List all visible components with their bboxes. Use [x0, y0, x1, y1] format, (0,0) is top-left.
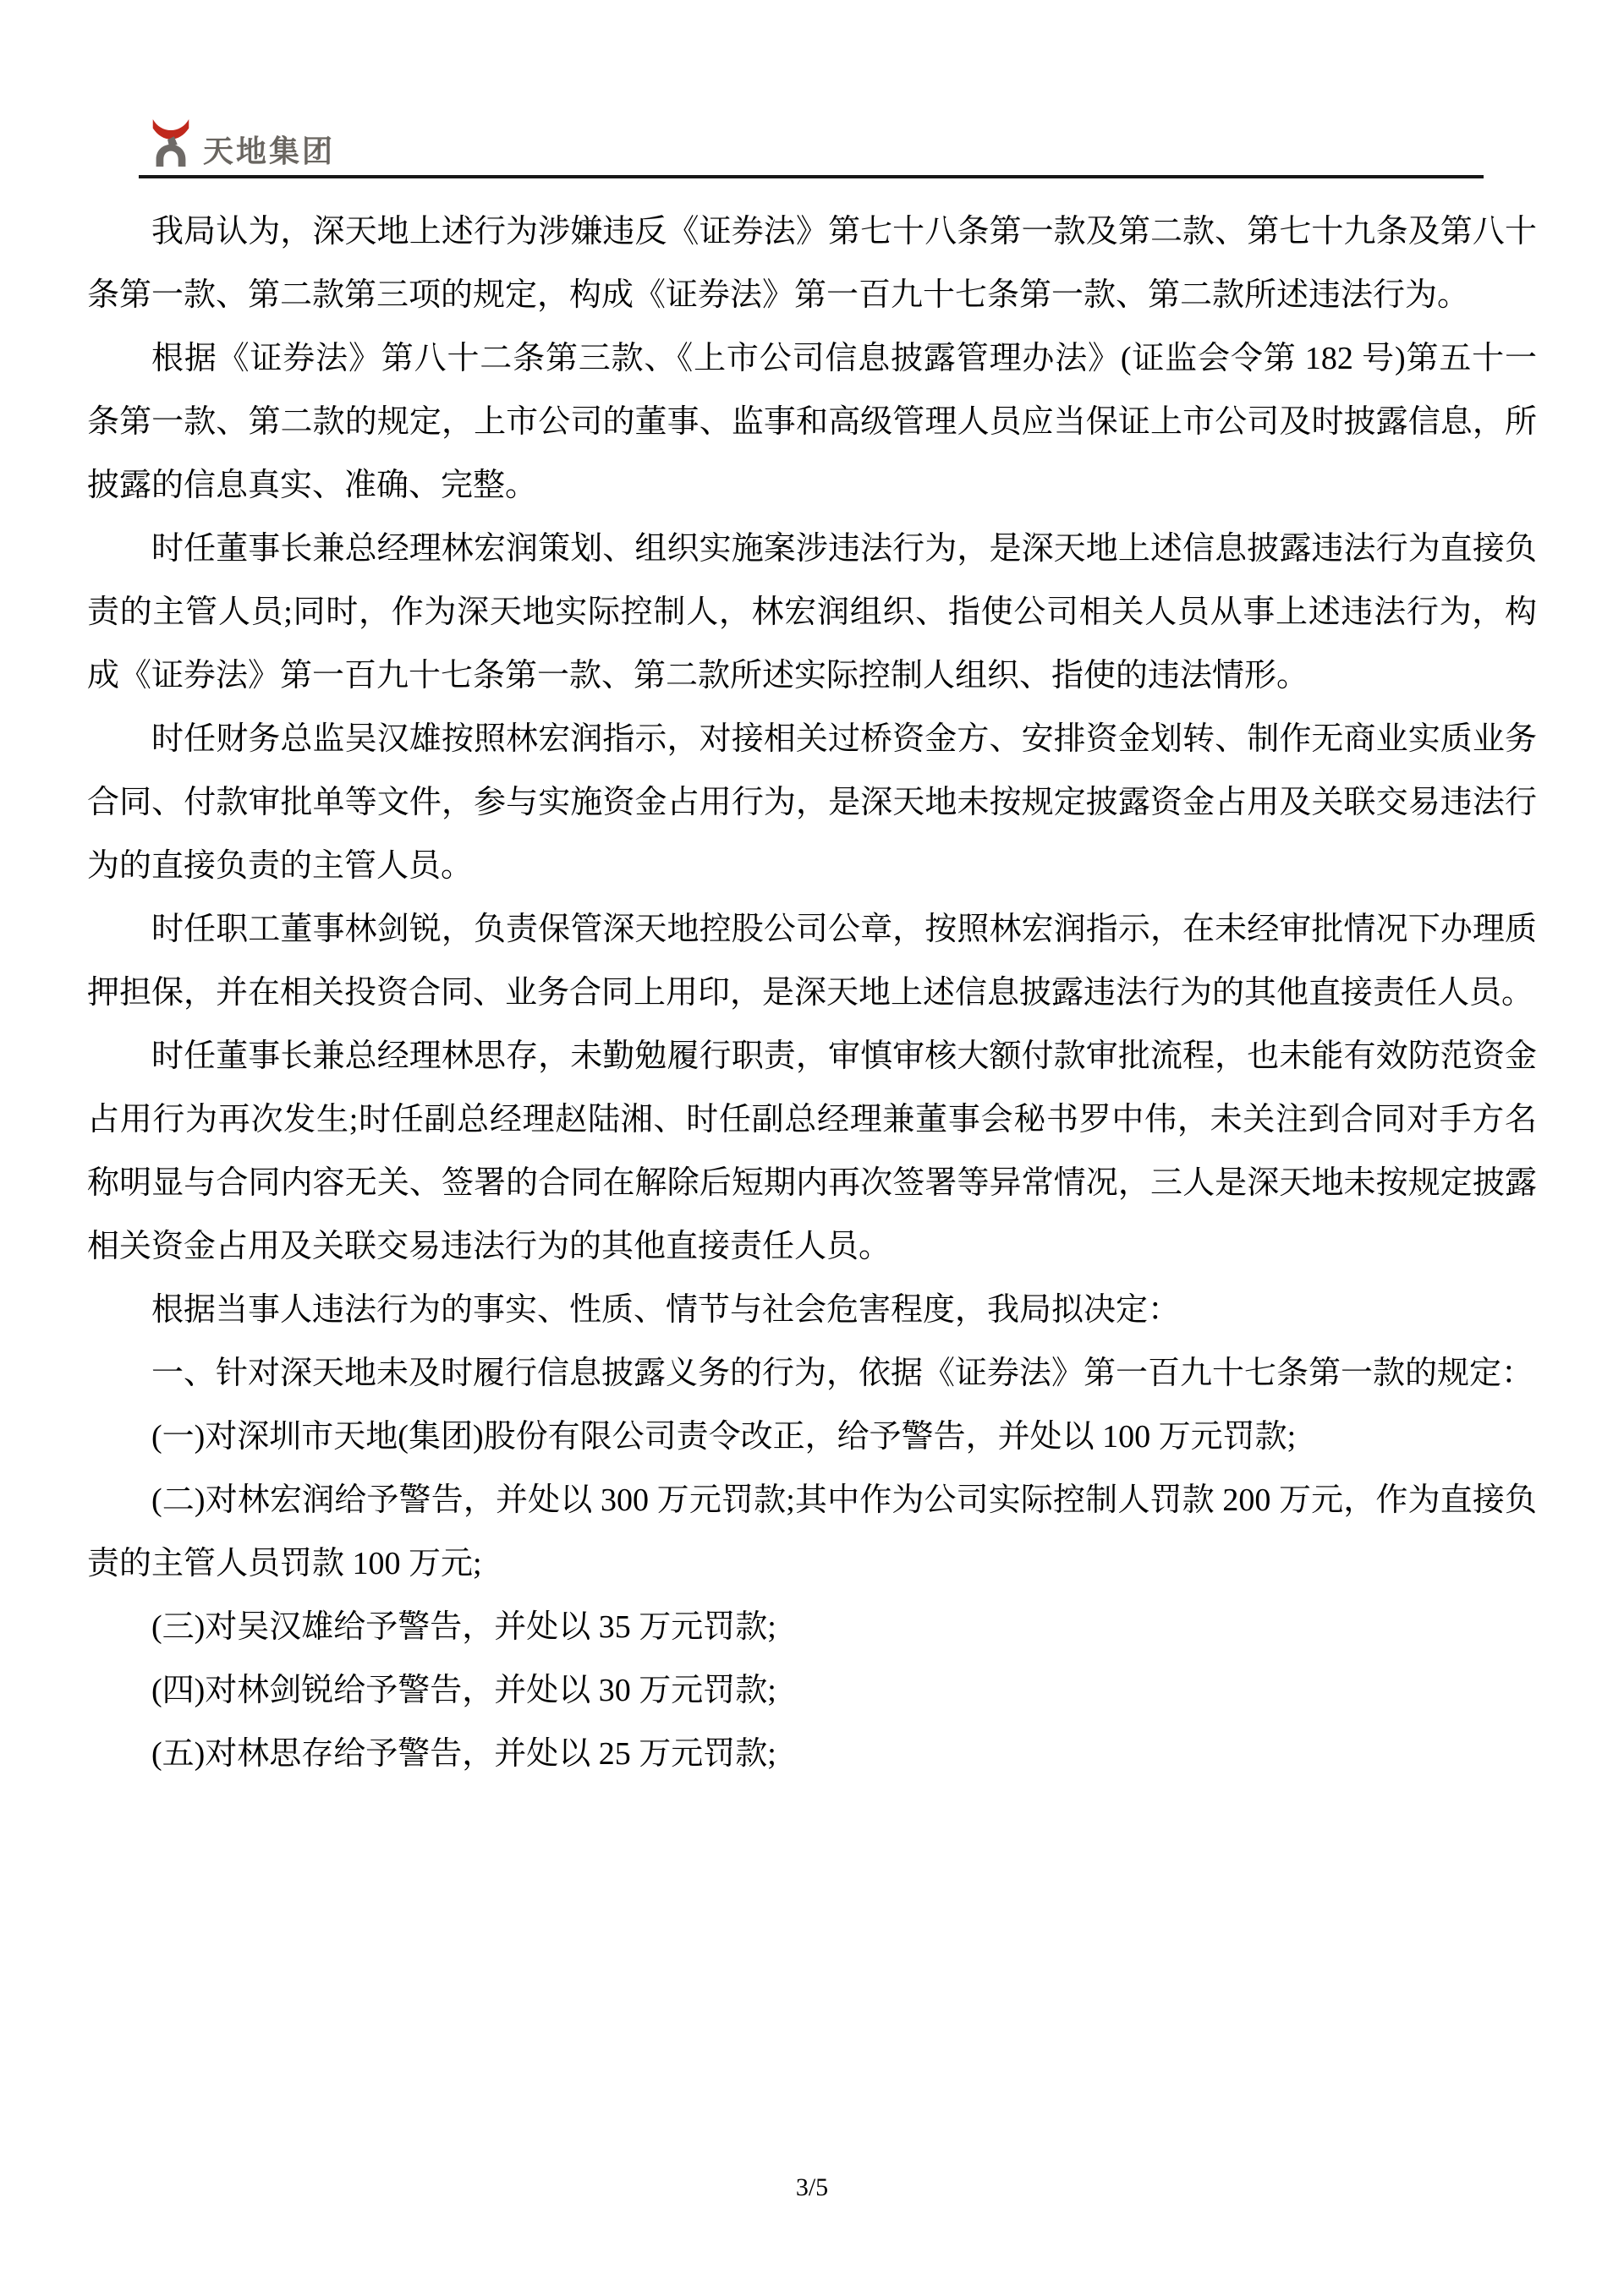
- paragraph: (一)对深圳市天地(集团)股份有限公司责令改正，给予警告，并处以 100 万元罚款;: [151, 1419, 1297, 1455]
- paragraph: (二)对林宏润给予警告，并处以 300 万元罚款;其中作为公司实际控制人罚款 200 万元，作为直接负责的主管人员罚款 100 万元;: [87, 1482, 1537, 1581]
- paragraph: 时任董事长兼总经理林宏润策划、组织实施案涉违法行为，是深天地上述信息披露违法行为直接负责的主管人员;同时，作为深天地实际控制人，林宏润组织、指使公司相关人员从事上述违法行为，构成《证券法》第一百九十七条第一款、第二款所述实际控制人组织、指使的违法情形。: [87, 531, 1537, 693]
- header: [0, 0, 1624, 178]
- paragraph: (五)对林思存给予警告，并处以 25 万元罚款;: [151, 1736, 776, 1772]
- header-divider: [139, 175, 1484, 178]
- company-logo: [151, 118, 1624, 167]
- paragraph: 时任董事长兼总经理林思存，未勤勉履行职责，审慎审核大额付款审批流程，也未能有效防范资金占用行为再次发生;时任副总经理赵陆湘、时任副总经理兼董事会秘书罗中伟，未关注到合同对手方名称明显与合同内容无关、签署的合同在解除后短期内再次签署等异常情况，三人是深天地未按规定披露相关资金占用及关联交易违法行为的其他直接责任人员。: [87, 1038, 1537, 1264]
- paragraph: 一、针对深天地未及时履行信息披露义务的行为，依据《证券法》第一百九十七条第一款的规定：: [151, 1356, 1534, 1391]
- company-name: 天地集团: [203, 134, 336, 168]
- paragraph: 根据当事人违法行为的事实、性质、情节与社会危害程度，我局拟决定：: [151, 1292, 1181, 1328]
- paragraph: 根据《证券法》第八十二条第三款、《上市公司信息披露管理办法》(证监会令第 182 号)第五十一条第一款、第二款的规定，上市公司的董事、监事和高级管理人员应当保证上市公司及时披露信息，所披露的信息真实、准确、完整。: [87, 341, 1537, 503]
- paragraph: (四)对林剑锐给予警告，并处以 30 万元罚款;: [151, 1673, 776, 1708]
- paragraph: 时任财务总监吴汉雄按照林宏润指示，对接相关过桥资金方、安排资金划转、制作无商业实质业务合同、付款审批单等文件，参与实施资金占用行为，是深天地未按规定披露资金占用及关联交易违法行为的直接负责的主管人员。: [87, 721, 1537, 884]
- paragraph: 时任职工董事林剑锐，负责保管深天地控股公司公章，按照林宏润指示，在未经审批情况下办理质押担保，并在相关投资合同、业务合同上用印，是深天地上述信息披露违法行为的其他直接责任人员。: [87, 912, 1537, 1011]
- document-body: [87, 200, 1537, 1786]
- page-number: 3/5: [795, 2173, 829, 2201]
- paragraph: (三)对吴汉雄给予警告，并处以 35 万元罚款;: [151, 1609, 776, 1645]
- page-footer: [0, 2173, 1624, 2202]
- paragraph: 我局认为，深天地上述行为涉嫌违反《证券法》第七十八条第一款及第二款、第七十九条及第八十条第一款、第二款第三项的规定，构成《证券法》第一百九十七条第一款、第二款所述违法行为。: [87, 214, 1537, 313]
- tiandi-logo-icon: [151, 118, 191, 167]
